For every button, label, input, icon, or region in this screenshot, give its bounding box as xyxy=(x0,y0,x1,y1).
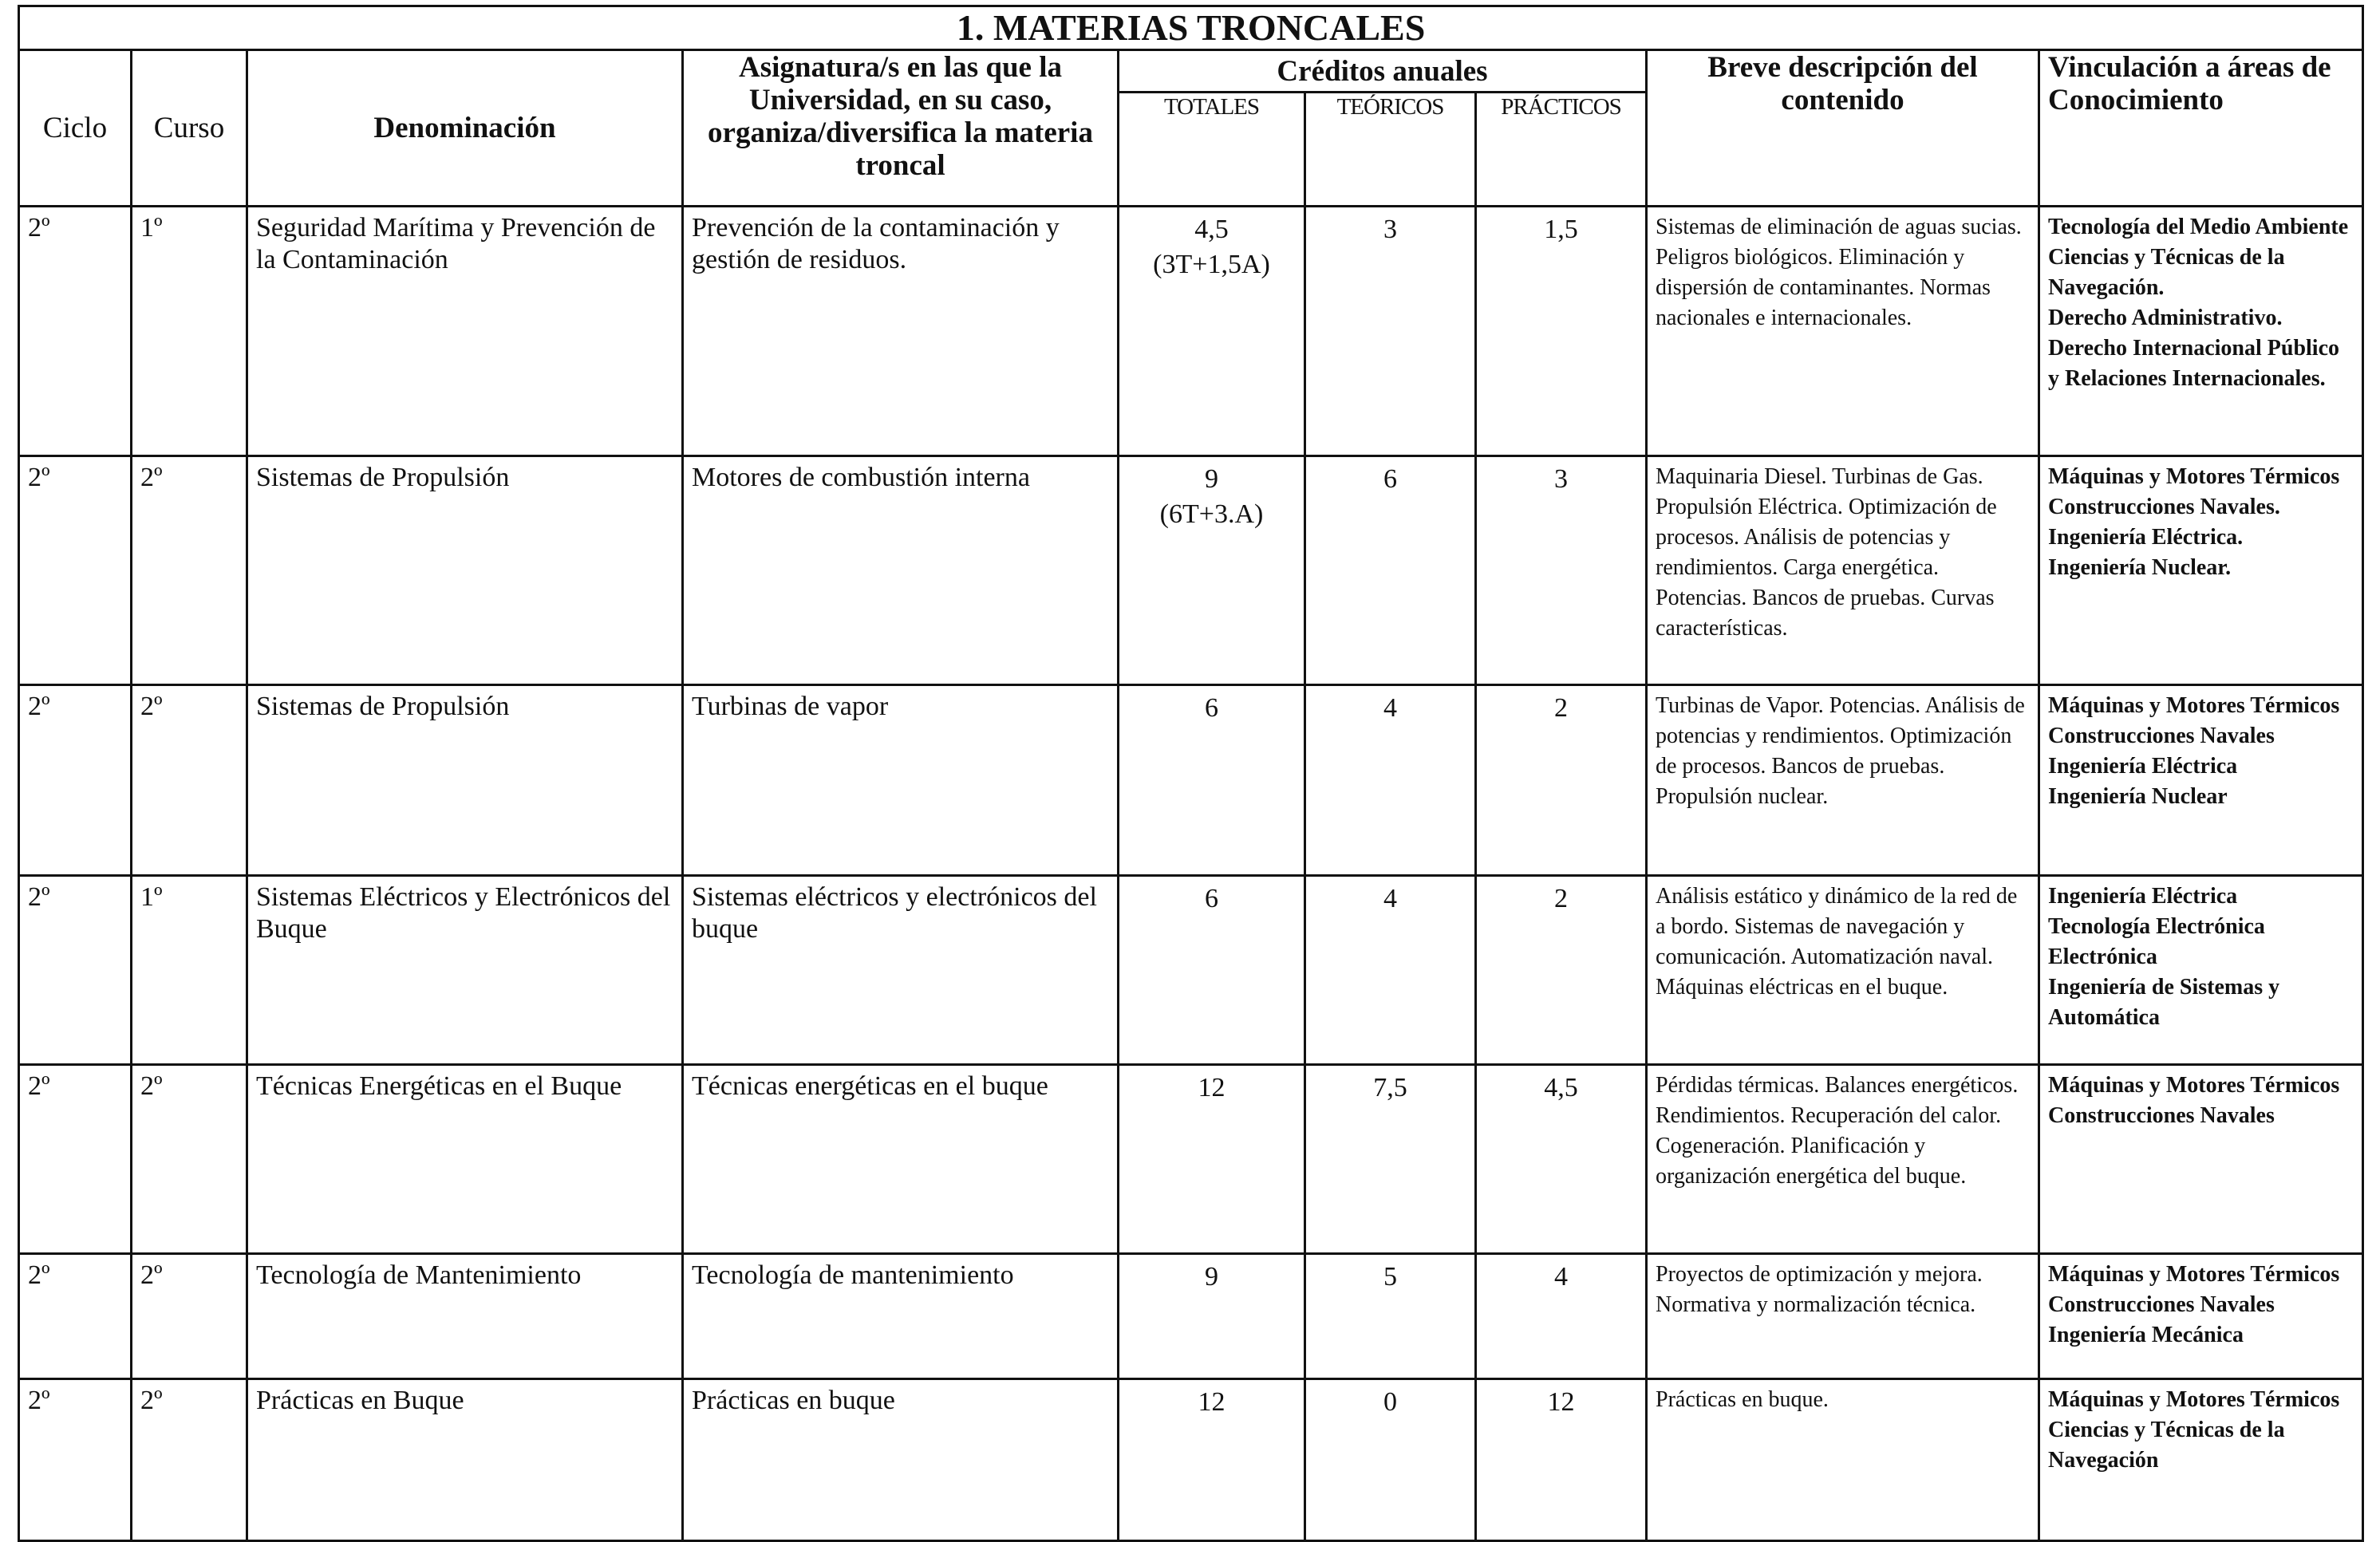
teoricos-cell: 6 xyxy=(1305,456,1476,685)
table-row xyxy=(19,207,2363,456)
denominacion-cell: Sistemas Eléctricos y Electrónicos del Buque xyxy=(247,876,683,1065)
vinculacion-cell: Máquinas y Motores Térmicos Ciencias y Técnicas de la Navegación xyxy=(2039,1379,2363,1541)
header-asignatura: Asignatura/s en las que la Universidad, en su caso, organiza/diversifica la materia troncal xyxy=(683,50,1119,207)
vinculacion-cell: Ingeniería Eléctrica Tecnología Electrónica Electrónica Ingeniería de Sistemas y Automática xyxy=(2039,876,2363,1065)
header-vinculacion: Vinculación a áreas de Conocimiento xyxy=(2039,50,2363,207)
totales-value: 4,5 xyxy=(1194,215,1229,244)
curso-cell: 2º xyxy=(132,1254,247,1379)
header-ciclo: Ciclo xyxy=(19,50,132,207)
descripcion-cell: Sistemas de eliminación de aguas sucias. Peligros biológicos. Eliminación y dispersión de contaminantes. Normas nacionales e internacionales. xyxy=(1647,207,2039,456)
header-totales: TOTALES xyxy=(1119,93,1305,207)
teoricos-cell: 4 xyxy=(1305,876,1476,1065)
totales-cell xyxy=(1119,207,1305,456)
header-denominacion: Denominación xyxy=(247,50,683,207)
practicos-cell: 2 xyxy=(1476,685,1647,876)
totales-detail: (6T+3.A) xyxy=(1159,499,1264,529)
totales-cell: 6 xyxy=(1119,685,1305,876)
header-row xyxy=(19,50,2363,93)
materias-troncales-document xyxy=(18,5,2362,1542)
descripcion-cell: Pérdidas térmicas. Balances energéticos. Rendimientos. Recuperación del calor. Cogeneración. Planificación y organización energética del buque. xyxy=(1647,1065,2039,1254)
asignatura-cell: Sistemas eléctricos y electrónicos del buque xyxy=(683,876,1119,1065)
denominacion-cell: Tecnología de Mantenimiento xyxy=(247,1254,683,1379)
descripcion-cell: Análisis estático y dinámico de la red de a bordo. Sistemas de navegación y comunicación. Automatización naval. Máquinas eléctricas en el buque. xyxy=(1647,876,2039,1065)
descripcion-cell: Prácticas en buque. xyxy=(1647,1379,2039,1541)
curso-cell: 1º xyxy=(132,207,247,456)
curso-cell: 2º xyxy=(132,685,247,876)
descripcion-cell: Proyectos de optimización y mejora. Normativa y normalización técnica. xyxy=(1647,1254,2039,1379)
ciclo-cell: 2º xyxy=(19,456,132,685)
practicos-cell: 3 xyxy=(1476,456,1647,685)
ciclo-cell: 2º xyxy=(19,685,132,876)
practicos-cell: 2 xyxy=(1476,876,1647,1065)
table-title: 1. MATERIAS TRONCALES xyxy=(19,6,2363,50)
vinculacion-cell: Máquinas y Motores Térmicos Construcciones Navales xyxy=(2039,1065,2363,1254)
asignatura-cell: Prevención de la contaminación y gestión de residuos. xyxy=(683,207,1119,456)
ciclo-cell: 2º xyxy=(19,1065,132,1254)
curso-cell: 2º xyxy=(132,456,247,685)
header-creditos-anuales: Créditos anuales xyxy=(1119,50,1647,93)
descripcion-cell: Turbinas de Vapor. Potencias. Análisis de potencias y rendimientos. Optimización de procesos. Bancos de pruebas. Propulsión nuclear. xyxy=(1647,685,2039,876)
header-descripcion: Breve descripción del contenido xyxy=(1647,50,2039,207)
denominacion-cell: Técnicas Energéticas en el Buque xyxy=(247,1065,683,1254)
curso-cell: 1º xyxy=(132,876,247,1065)
ciclo-cell: 2º xyxy=(19,876,132,1065)
header-practicos: PRÁCTICOS xyxy=(1476,93,1647,207)
table-row xyxy=(19,1065,2363,1254)
asignatura-cell: Prácticas en buque xyxy=(683,1379,1119,1541)
denominacion-cell: Seguridad Marítima y Prevención de la Contaminación xyxy=(247,207,683,456)
asignatura-cell: Tecnología de mantenimiento xyxy=(683,1254,1119,1379)
header-teoricos: TEÓRICOS xyxy=(1305,93,1476,207)
table-row xyxy=(19,1379,2363,1541)
curso-cell: 2º xyxy=(132,1065,247,1254)
teoricos-cell: 4 xyxy=(1305,685,1476,876)
totales-cell: 6 xyxy=(1119,876,1305,1065)
totales-cell: 12 xyxy=(1119,1379,1305,1541)
curso-cell: 2º xyxy=(132,1379,247,1541)
practicos-cell: 4 xyxy=(1476,1254,1647,1379)
denominacion-cell: Prácticas en Buque xyxy=(247,1379,683,1541)
table-row xyxy=(19,876,2363,1065)
practicos-cell: 12 xyxy=(1476,1379,1647,1541)
materias-troncales-table xyxy=(18,5,2364,1542)
ciclo-cell: 2º xyxy=(19,1379,132,1541)
denominacion-cell: Sistemas de Propulsión xyxy=(247,456,683,685)
teoricos-cell: 0 xyxy=(1305,1379,1476,1541)
teoricos-cell: 7,5 xyxy=(1305,1065,1476,1254)
totales-cell: 12 xyxy=(1119,1065,1305,1254)
totales-value: 9 xyxy=(1205,464,1218,494)
practicos-cell: 1,5 xyxy=(1476,207,1647,456)
teoricos-cell: 5 xyxy=(1305,1254,1476,1379)
vinculacion-cell: Tecnología del Medio Ambiente Ciencias y Técnicas de la Navegación. Derecho Administrativo. Derecho Internacional Público y Relaciones Internacionales. xyxy=(2039,207,2363,456)
vinculacion-cell: Máquinas y Motores Térmicos Construcciones Navales. Ingeniería Eléctrica. Ingeniería Nuclear. xyxy=(2039,456,2363,685)
ciclo-cell: 2º xyxy=(19,1254,132,1379)
asignatura-cell: Técnicas energéticas en el buque xyxy=(683,1065,1119,1254)
title-row xyxy=(19,6,2363,50)
asignatura-cell: Turbinas de vapor xyxy=(683,685,1119,876)
table-row xyxy=(19,456,2363,685)
denominacion-cell: Sistemas de Propulsión xyxy=(247,685,683,876)
totales-cell xyxy=(1119,456,1305,685)
ciclo-cell: 2º xyxy=(19,207,132,456)
vinculacion-cell: Máquinas y Motores Térmicos Construcciones Navales Ingeniería Mecánica xyxy=(2039,1254,2363,1379)
vinculacion-cell: Máquinas y Motores Térmicos Construcciones Navales Ingeniería Eléctrica Ingeniería Nuclear xyxy=(2039,685,2363,876)
asignatura-cell: Motores de combustión interna xyxy=(683,456,1119,685)
table-row xyxy=(19,685,2363,876)
header-curso: Curso xyxy=(132,50,247,207)
teoricos-cell: 3 xyxy=(1305,207,1476,456)
totales-detail: (3T+1,5A) xyxy=(1153,250,1270,279)
table-row xyxy=(19,1254,2363,1379)
practicos-cell: 4,5 xyxy=(1476,1065,1647,1254)
descripcion-cell: Maquinaria Diesel. Turbinas de Gas. Propulsión Eléctrica. Optimización de procesos. Análisis de potencias y rendimientos. Carga energética. Potencias. Bancos de pruebas. Curvas características. xyxy=(1647,456,2039,685)
totales-cell: 9 xyxy=(1119,1254,1305,1379)
